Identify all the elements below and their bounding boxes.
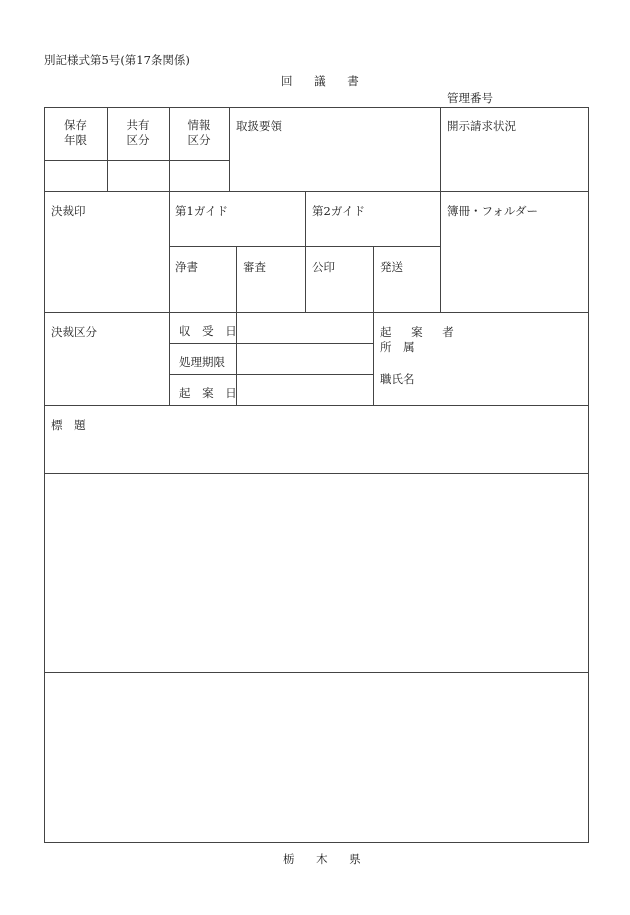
label-line: 区分 [126, 133, 150, 147]
divider [440, 107, 441, 312]
shared-category-label [107, 118, 169, 148]
approval-category-label: 決裁区分 [51, 325, 97, 339]
dispatch-label: 発送 [380, 260, 403, 274]
disclosure-status-label: 開示請求状況 [447, 119, 516, 133]
divider [169, 374, 373, 375]
department-label: 所 属 [380, 340, 419, 354]
official-seal-label: 公印 [312, 260, 335, 274]
received-date-label: 収 受 日 [179, 324, 241, 338]
retention-period-label [44, 118, 107, 148]
divider [44, 191, 589, 192]
drafted-date-label: 起 案 日 [179, 386, 241, 400]
divider [44, 312, 589, 313]
drafter-label: 起 案 者 [380, 325, 462, 339]
document-title: 回 議 書 [281, 74, 368, 88]
divider [44, 405, 589, 406]
folder-label: 簿冊・フォルダー [447, 204, 538, 218]
guide1-label: 第1ガイド [175, 204, 228, 218]
name-title-label: 職氏名 [380, 372, 415, 386]
label-line: 共有 [126, 118, 150, 132]
divider [169, 191, 170, 405]
handling-label: 取扱要領 [236, 119, 282, 133]
divider [169, 343, 373, 344]
deadline-label: 処理期限 [179, 355, 225, 369]
notes-area[interactable] [45, 673, 588, 842]
issuer-name: 栃 木 県 [283, 852, 370, 866]
clean-copy-label: 浄書 [175, 260, 198, 274]
divider [305, 191, 306, 312]
info-category-label [169, 118, 229, 148]
divider [44, 160, 229, 161]
label-line: 情報 [187, 118, 211, 132]
management-number-label: 管理番号 [447, 91, 493, 105]
subject-label: 標 題 [51, 418, 90, 432]
divider [229, 107, 230, 191]
divider [373, 246, 374, 405]
body-area[interactable] [45, 474, 588, 671]
label-line: 区分 [187, 133, 211, 147]
approval-seal-label: 決裁印 [51, 204, 86, 218]
review-label: 審査 [243, 260, 266, 274]
label-line: 保存 [64, 118, 87, 132]
form-reference: 別記様式第5号(第17条関係) [44, 53, 190, 67]
guide2-label: 第2ガイド [312, 204, 365, 218]
label-line: 年限 [64, 133, 87, 147]
